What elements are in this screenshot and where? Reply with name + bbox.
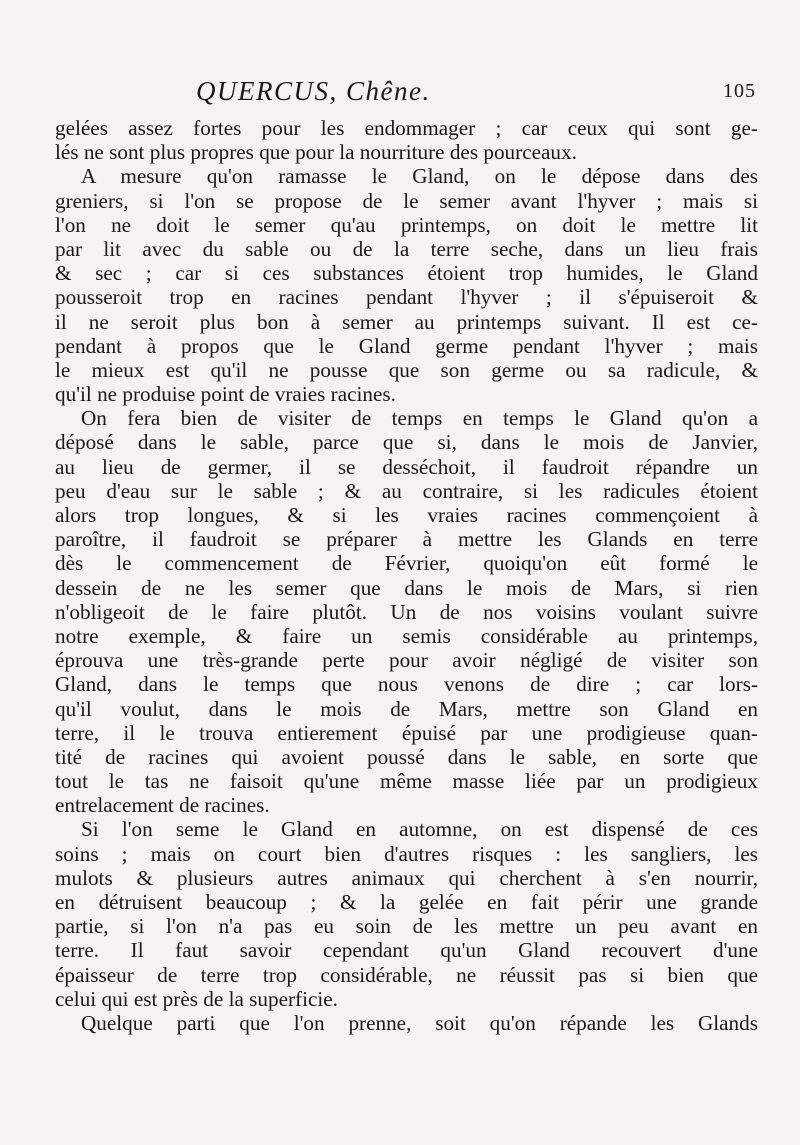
text-line: terre, il le trouva entierement épuisé par une prodigieuse quan-: [55, 720, 758, 745]
text-line: greniers, si l'on se propose de le semer avant l'hyver ; mais si: [55, 188, 758, 213]
running-head: QUERCUS, Chêne.: [196, 76, 431, 106]
text-line: paroître, il faudroit se préparer à mettre les Glands en terre: [55, 527, 758, 552]
text-line: Quelque parti que l'on prenne, soit qu'on répande les Glands: [81, 1010, 758, 1035]
text-line: lés ne sont plus propres que pour la nourriture des pourceaux.: [55, 140, 577, 165]
text-line: par lit avec du sable ou de la terre seche, dans un lieu frais: [55, 236, 758, 261]
text-line: dès le commencement de Février, quoiqu'on eût formé le: [55, 551, 758, 576]
text-line: l'on ne doit le semer qu'au printemps, on doit le mettre lit: [55, 212, 758, 237]
text-line: mulots & plusieurs autres animaux qui cherchent à s'en nourrir,: [55, 865, 758, 890]
page-number: 105: [723, 80, 756, 102]
text-line: qu'il voulut, dans le mois de Mars, mettre son Gland en: [55, 696, 758, 721]
text-line: Si l'on seme le Gland en automne, on est dispensé de ces: [81, 817, 758, 842]
text-line: tité de racines qui avoient poussé dans le sable, en sorte que: [55, 744, 758, 769]
text-line: déposé dans le sable, parce que si, dans le mois de Janvier,: [55, 430, 758, 455]
text-line: notre exemple, & faire un semis considérable au printemps,: [55, 623, 758, 648]
text-line: alors trop longues, & si les vraies racines commençoient à: [55, 503, 758, 527]
text-line: au lieu de germer, il se desséchoit, il faudroit répandre un: [55, 454, 758, 479]
text-line: entrelacement de racines.: [55, 793, 270, 818]
text-line: le mieux est qu'il ne pousse que son germe ou sa radicule, &: [55, 357, 758, 382]
text-line: qu'il ne produise point de vraies racines.: [55, 382, 396, 407]
text-line: A mesure qu'on ramasse le Gland, on le dépose dans des: [81, 164, 758, 189]
text-line: dessein de ne les semer que dans le mois de Mars, si rien: [55, 575, 758, 600]
body-text: [55, 116, 758, 1035]
text-line: tout le tas ne faisoit qu'une même masse liée par un prodigieux: [55, 769, 758, 794]
text-line: il ne seroit plus bon à semer au printemps suivant. Il est ce-: [55, 309, 758, 334]
text-line: On fera bien de visiter de temps en temps le Gland qu'on a: [81, 406, 758, 431]
text-line: gelées assez fortes pour les endommager ; car ceux qui sont ge-: [55, 116, 758, 140]
text-line: épaisseur de terre trop considérable, ne réussit pas si bien que: [55, 962, 758, 987]
text-line: partie, si l'on n'a pas eu soin de les mettre un peu avant en: [55, 914, 758, 939]
text-line: peu d'eau sur le sable ; & au contraire, si les radicules étoient: [55, 478, 758, 503]
text-line: terre. Il faut savoir cependant qu'un Gland recouvert d'une: [55, 938, 758, 963]
text-line: n'obligeoit de le faire plutôt. Un de nos voisins voulant suivre: [55, 599, 758, 624]
text-line: Gland, dans le temps que nous venons de dire ; car lors-: [55, 672, 758, 697]
text-line: pousseroit trop en racines pendant l'hyver ; il s'épuiseroit &: [55, 285, 758, 310]
text-line: & sec ; car si ces substances étoient trop humides, le Gland: [55, 261, 758, 286]
text-line: éprouva une très-grande perte pour avoir négligé de visiter son: [55, 648, 758, 673]
text-line: en détruisent beaucoup ; & la gelée en fait périr une grande: [55, 890, 758, 914]
text-line: soins ; mais on court bien d'autres risques : les sangliers, les: [55, 841, 758, 866]
text-line: pendant à propos que le Gland germe pendant l'hyver ; mais: [55, 333, 758, 358]
text-line: celui qui est près de la superficie.: [55, 986, 338, 1011]
page-header: [196, 76, 756, 112]
